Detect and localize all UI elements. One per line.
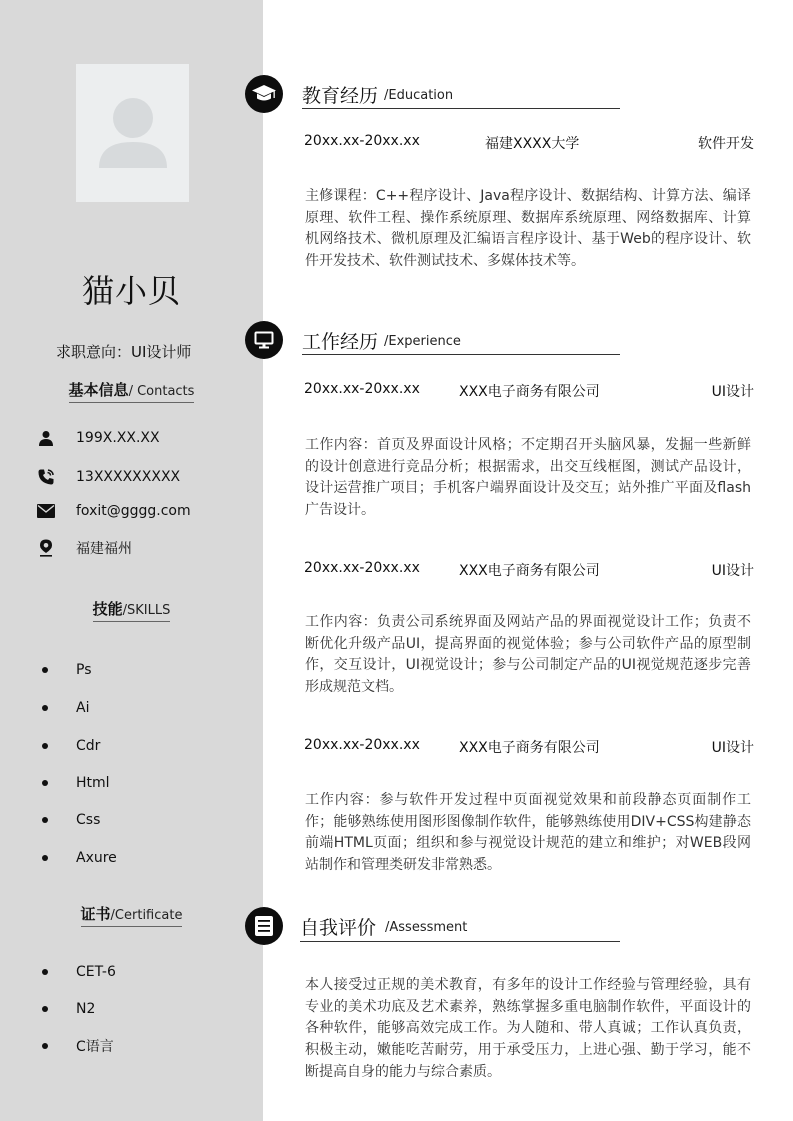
contact-birthday xyxy=(36,428,160,448)
education-title: 教育经历 xyxy=(302,85,379,107)
skill-item-label: Ai xyxy=(76,700,90,716)
contacts-heading xyxy=(0,380,263,403)
contacts-heading-zh: 基本信息 xyxy=(68,381,129,399)
education-description: 主修课程：C++程序设计、Java程序设计、数据结构、计算方法、编译原理、软件工程、操作系统原理、数据库系统原理、网络数据库、计算机网络技术、微机原理及汇编语言程序设计、基于Web的程序设计、软件开发技术、软件测试技术、多媒体技术等。 xyxy=(305,188,751,270)
experience-company: XXX电子商务有限公司 xyxy=(459,563,600,579)
experience-entry xyxy=(304,737,754,757)
experience-role: UI设计 xyxy=(711,563,754,579)
skill-item xyxy=(42,660,92,680)
certificates-heading xyxy=(0,904,263,927)
assessment-title-en: /Assessment xyxy=(385,920,468,935)
certificate-item xyxy=(42,962,116,982)
skill-item-label: Css xyxy=(76,812,101,828)
contact-location xyxy=(36,538,132,558)
skill-item xyxy=(42,698,89,718)
contact-email[interactable] xyxy=(36,501,191,521)
experience-description: 工作内容：首页及界面设计风格；不定期召开头脑风暴，发掘一些新鲜的设计创意进行竞品分析；根据需求，出交互线框图，测试产品设计，设计运营推广项目；手机客户端界面设计及交互；站外推广平面及flash广告设计。 xyxy=(305,437,751,519)
certificates-heading-en: /Certificate xyxy=(110,908,183,923)
section-divider xyxy=(302,108,620,109)
contact-email-text: foxit@gggg.com xyxy=(76,503,191,519)
skills-heading-en: /SKILLS xyxy=(122,603,171,618)
location-icon xyxy=(36,538,56,558)
experience-description: 工作内容：参与软件开发过程中页面视觉效果和前段静态页面制作工作；能够熟练使用图形图像制作软件，能够熟练使用DIV+CSS构建静态前端HTML页面；组织和参与视觉设计规范的建立和维护；对WEB段网站制作和管理类研发非常熟悉。 xyxy=(305,792,751,874)
assessment-description: 本人接受过正规的美术教育，有多年的设计工作经验与管理经验，具有专业的美术功底及艺术素养，熟练掌握多重电脑制作软件，平面设计的各种软件，能够高效完成工作。为人随和、带人真诚；工作认真负责，积极主动，嫩能吃苦耐劳，用于承受压力，上进心强、勤于学习，能不断提高自身的能力与综合素质。 xyxy=(305,977,751,1080)
profile-photo-placeholder xyxy=(76,64,189,202)
experience-entry xyxy=(304,381,754,401)
avatar-silhouette-icon xyxy=(76,64,189,202)
education-title-en: /Education xyxy=(384,88,454,103)
certificates-heading-zh: 证书 xyxy=(80,905,111,923)
assessment-title: 自我评价 xyxy=(300,917,377,939)
education-entry xyxy=(304,133,754,153)
section-divider xyxy=(300,941,620,942)
skill-item xyxy=(42,773,110,793)
certificate-item xyxy=(42,1036,114,1056)
sidebar xyxy=(0,0,263,1121)
skill-item-label: Axure xyxy=(76,850,117,866)
education-major: 软件开发 xyxy=(698,136,754,152)
skills-heading xyxy=(0,599,263,622)
skill-item xyxy=(42,736,100,756)
education-date: 20xx.xx-20xx.xx xyxy=(304,133,420,149)
contacts-heading-en: / Contacts xyxy=(128,384,195,399)
mail-icon xyxy=(36,501,56,521)
contact-phone-text: 13XXXXXXXXX xyxy=(76,469,181,485)
experience-entry xyxy=(304,560,754,580)
phone-icon xyxy=(36,467,56,487)
education-school: 福建XXXX大学 xyxy=(485,136,580,152)
certificate-item-label: C语言 xyxy=(76,1039,114,1055)
experience-title: 工作经历 xyxy=(302,331,379,353)
skills-heading-zh: 技能 xyxy=(92,600,123,618)
experience-company: XXX电子商务有限公司 xyxy=(459,740,600,756)
experience-role: UI设计 xyxy=(711,384,754,400)
experience-date: 20xx.xx-20xx.xx xyxy=(304,381,420,397)
skill-item xyxy=(42,810,100,830)
experience-company: XXX电子商务有限公司 xyxy=(459,384,600,400)
certificate-item-label: N2 xyxy=(76,1001,96,1017)
candidate-name: 猫小贝 xyxy=(81,272,181,310)
experience-date: 20xx.xx-20xx.xx xyxy=(304,737,420,753)
certificate-item xyxy=(42,999,95,1019)
skill-item-label: Html xyxy=(76,775,110,791)
experience-description: 工作内容：负责公司系统界面及网站产品的界面视觉设计工作；负责不断优化升级产品UI，提高界面的视觉体验；参与公司软件产品的原型制作，交互设计，UI视觉设计；参与公司制定产品的UI视觉规范逐步完善形成规范文档。 xyxy=(305,614,751,696)
person-icon xyxy=(36,428,56,448)
contact-phone[interactable] xyxy=(36,467,180,487)
document-list-icon xyxy=(245,907,283,945)
contact-birthday-text: 199X.XX.XX xyxy=(76,430,160,446)
experience-title-en: /Experience xyxy=(384,334,461,349)
skill-item xyxy=(42,848,117,868)
graduation-cap-icon xyxy=(245,75,283,113)
monitor-icon xyxy=(245,321,283,359)
experience-date: 20xx.xx-20xx.xx xyxy=(304,560,420,576)
section-divider xyxy=(302,354,620,355)
certificate-item-label: CET-6 xyxy=(76,964,116,980)
job-intent: 求职意向：UI设计师 xyxy=(56,343,192,361)
experience-role: UI设计 xyxy=(711,740,754,756)
skill-item-label: Ps xyxy=(76,662,92,678)
contact-location-text: 福建福州 xyxy=(76,541,132,557)
skill-item-label: Cdr xyxy=(76,738,101,754)
